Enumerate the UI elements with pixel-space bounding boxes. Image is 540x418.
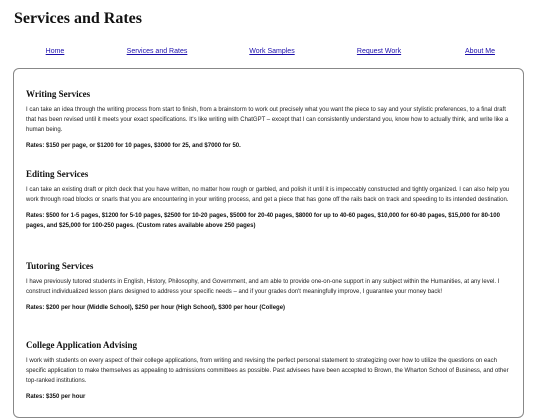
section-description: I work with students on every aspect of their college applications, from writing and revising the perfect personal statement to strategizing over how to utilize the questions on each specific application to make themselves as appealing to admissions committees as possible. Past advisees have been accepted to Brown, the Wharton School of Business, and other top-ranked institutions. bbox=[26, 358, 509, 384]
nav-link-about-me[interactable]: About Me bbox=[465, 48, 495, 55]
section-rates: Rates: $150 per page, or $1200 for 10 pages, $3000 for 25, and $7000 for 50. bbox=[26, 143, 241, 149]
section-heading: Editing Services bbox=[26, 169, 89, 179]
section-heading: Writing Services bbox=[26, 89, 91, 99]
college-application-advising-section bbox=[26, 340, 514, 402]
writing-services-section bbox=[26, 89, 514, 151]
section-description: I can take an idea through the writing process from start to finish, from a brainstorm to work out precisely what you want the piece to say and your stylistic preferences, to a final draft that has been revised until it meets your exact specifications. It's like writing with ChatGPT – except that I can consistently understand you, know how to actually think, and write like a human being. bbox=[26, 107, 509, 133]
section-heading: Tutoring Services bbox=[26, 261, 94, 271]
section-rates: Rates: $350 per hour bbox=[26, 394, 86, 400]
editing-services-section bbox=[26, 169, 514, 231]
section-description: I can take an existing draft or pitch deck that you have written, no matter how rough or garbled, and polish it until it is impeccably constructed and tightly organized. I can also help you work through road blocks or snarls that you are encountering in your writing process, and get a piece that has gone off the rails back on track and speeding to its intended destination. bbox=[26, 187, 510, 203]
section-rates: Rates: $200 per hour (Middle School), $250 per hour (High School), $300 per hour (College) bbox=[26, 305, 286, 311]
nav-link-request-work[interactable]: Request Work bbox=[356, 48, 402, 55]
nav-link-services-and-rates[interactable]: Services and Rates bbox=[126, 48, 188, 55]
section-rates: Rates: $500 for 1-5 pages, $1200 for 5-10 pages, $2500 for 10-20 pages, $5000 for 20-40 pages, $8000 for up to 40-60 pages, $10,000 for 60-80 pages, $15,000 for 80-100 pages, and $25,000 for 100-250 pages. (Custom rates available above 250 pages) bbox=[26, 213, 500, 229]
nav-link-home[interactable]: Home bbox=[45, 48, 65, 55]
nav-link-work-samples[interactable]: Work Samples bbox=[249, 48, 295, 55]
page-title: Services and Rates bbox=[14, 10, 142, 27]
services-content-box[interactable] bbox=[13, 68, 524, 418]
tutoring-services-section bbox=[26, 261, 514, 313]
main-nav bbox=[0, 48, 540, 60]
section-heading: College Application Advising bbox=[26, 340, 138, 350]
section-description: I have previously tutored students in English, History, Philosophy, and Government, and am able to provide one-on-one support in any subject within the Humanities, at any level. I construct individualized lesson plans designed to address your specific needs – and if your grades don't meaningfully improve, I guarantee your money back! bbox=[26, 279, 500, 295]
